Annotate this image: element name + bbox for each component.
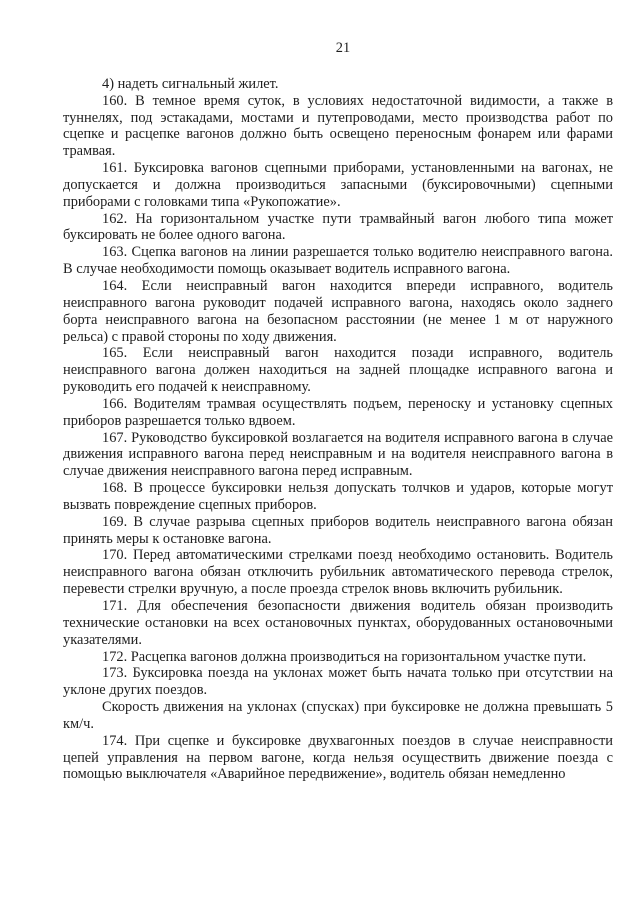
paragraph-166: 166. Водителям трамвая осуществлять подъем, переноску и установку сцепных приборов разрешается только вдвоем. bbox=[63, 395, 613, 429]
paragraph-173: 173. Буксировка поезда на уклонах может быть начата только при отсутствии на уклоне других поездов. bbox=[63, 665, 613, 699]
paragraph-174: 174. При сцепке и буксировке двухвагонных поездов в случае неисправности цепей управления на первом вагоне, когда нельзя осуществить движение поезда с помощью выключателя «Аварийное передвижение», водитель обязан немедленно bbox=[63, 732, 613, 783]
paragraph-168: 168. В процессе буксировки нельзя допускать толчков и ударов, которые могут вызвать повреждение сцепных приборов. bbox=[63, 480, 613, 513]
paragraph-170: 170. Перед автоматическими стрелками поезд необходимо остановить. Водитель неисправного вагона обязан отключить рубильник автоматического перевода стрелок, перевести стрелки вручную, а после проезда стрелок вновь включить рубильник. bbox=[63, 547, 613, 598]
paragraph-165: 165. Если неисправный вагон находится позади исправного, водитель неисправного вагона должен находиться на задней площадке исправного вагона и руководить его подачей к неисправному. bbox=[63, 345, 613, 396]
paragraph-171: 171. Для обеспечения безопасности движения водитель обязан производить технические остановки на всех остановочных пунктах, оборудованных остановочными указателями. bbox=[63, 598, 613, 648]
paragraph-173-speed: Скорость движения на уклонах (спусках) при буксировке не должна превышать 5 км/ч. bbox=[63, 699, 613, 732]
paragraph-163: 163. Сцепка вагонов на линии разрешается только водителю неисправного вагона. В случае необходимости помощь оказывает водитель исправного вагона. bbox=[63, 244, 613, 278]
paragraph-172: 172. Расцепка вагонов должна производиться на горизонтальном участке пути. bbox=[102, 648, 587, 665]
paragraph-167: 167. Руководство буксировкой возлагается на водителя исправного вагона в случае движения исправного вагона перед неисправным и на водителя неисправного вагона в случае движения неисправного вагона перед исправным. bbox=[63, 429, 613, 480]
paragraph-item-4: 4) надеть сигнальный жилет. bbox=[102, 75, 279, 92]
page-number: 21 bbox=[335, 40, 351, 56]
paragraph-169: 169. В случае разрыва сцепных приборов водитель неисправного вагона обязан принять меры к остановке вагона. bbox=[63, 513, 613, 547]
paragraph-160: 160. В темное время суток, в условиях недостаточной видимости, а также в туннелях, под эстакадами, мостами и путепроводами, место производства работ по сцепке и расцепке вагонов должно быть освещено переносным фонарем или фарами трамвая. bbox=[63, 92, 613, 160]
paragraph-164: 164. Если неисправный вагон находится впереди исправного, водитель неисправного вагона руководит подачей исправного вагона, находясь около заднего борта неисправного вагона на безопасном расстоянии (не менее 1 м от наружного рельса) с правой стороны по ходу движения. bbox=[63, 277, 613, 345]
paragraph-161: 161. Буксировка вагонов сцепными приборами, установленными на вагонах, не допускается и должна производиться запасными (буксировочными) сцепными приборами с головками типа «Рукопожатие». bbox=[63, 160, 613, 210]
paragraph-162: 162. На горизонтальном участке пути трамвайный вагон любого типа может буксировать не более одного вагона. bbox=[63, 210, 613, 244]
